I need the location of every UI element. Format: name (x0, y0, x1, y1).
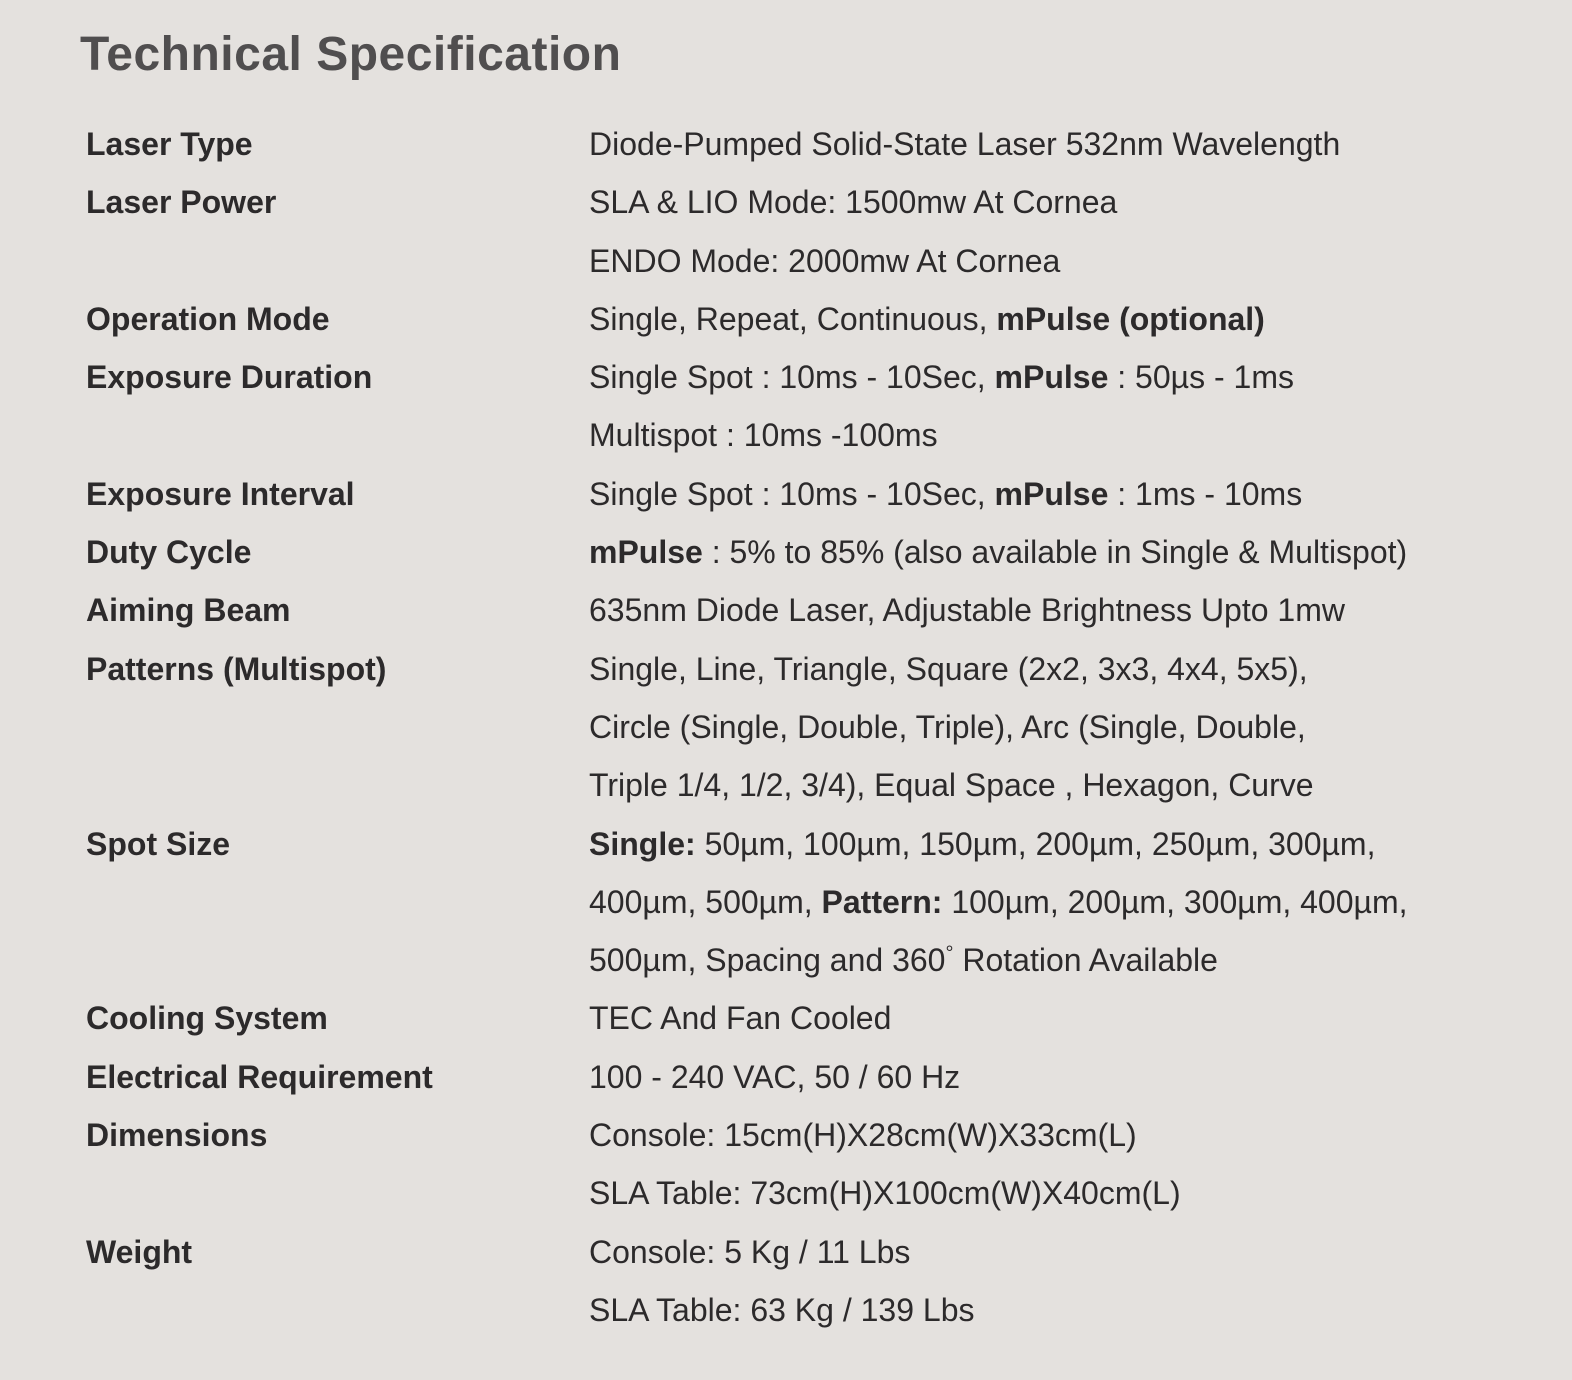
spec-label: Weight (86, 1233, 193, 1270)
spec-label: Exposure Duration (86, 359, 373, 396)
spec-value-text: 100µm, 200µm, 300µm, 400µm, (942, 883, 1408, 920)
spec-label: Duty Cycle (86, 534, 252, 571)
spec-value-text: 100 - 240 VAC, 50 / 60 Hz (589, 1058, 961, 1095)
spec-label: Operation Mode (86, 300, 330, 337)
degree-symbol: ° (945, 942, 954, 965)
spec-value-line (589, 581, 1516, 639)
spec-label: Cooling System (86, 1000, 328, 1037)
spec-label: Laser Type (86, 126, 253, 162)
spec-row (86, 1048, 1516, 1106)
spec-value-line (589, 115, 1516, 173)
spec-row (86, 1106, 1516, 1223)
spec-value-line (589, 698, 1516, 756)
spec-row (86, 1223, 1516, 1340)
spec-row (86, 815, 1516, 990)
spec-label: Laser Power (86, 184, 277, 221)
spec-value-line (589, 1223, 1516, 1281)
spec-value (589, 815, 1516, 990)
spec-label: Exposure Interval (86, 475, 355, 512)
spec-value-emphasis: mPulse (994, 359, 1109, 396)
spec-label: Patterns (Multispot) (86, 650, 387, 687)
page-title: Technical Specification (80, 28, 622, 81)
spec-label: Spot Size (86, 825, 231, 862)
spec-value-text: Single, Repeat, Continuous, (589, 300, 997, 337)
spec-value-text: 400µm, 500µm, (589, 883, 822, 920)
spec-value-line (589, 348, 1516, 406)
spec-label: Electrical Requirement (86, 1058, 433, 1095)
spec-value (589, 1223, 1516, 1340)
spec-value (589, 523, 1516, 581)
spec-value (589, 1048, 1516, 1106)
spec-value-emphasis: Pattern: (821, 883, 943, 920)
spec-value-text: Rotation Available (953, 942, 1218, 979)
spec-value-line (589, 1106, 1516, 1164)
spec-value-line (589, 406, 1516, 464)
spec-row (86, 581, 1516, 639)
spec-label: Aiming Beam (86, 592, 291, 629)
spec-value-emphasis: mPulse (589, 534, 703, 571)
spec-value (589, 989, 1516, 1047)
spec-value-text: : 50µs - 1ms (1108, 359, 1294, 396)
spec-value-text: SLA & LIO Mode: 1500mw At Cornea (589, 184, 1118, 221)
spec-value-text: 50µm, 100µm, 150µm, 200µm, 250µm, 300µm, (695, 825, 1376, 862)
spec-value-text: : 1ms - 10ms (1108, 475, 1303, 512)
spec-value-text: 635nm Diode Laser, Adjustable Brightness Upto 1mw (589, 592, 1345, 629)
spec-value (589, 290, 1516, 348)
spec-row (86, 290, 1516, 348)
spec-row (86, 640, 1516, 815)
spec-value-text: SLA Table: 63 Kg / 139 Lbs (589, 1291, 975, 1328)
spec-value-text: 500µm, Spacing and 360 (589, 942, 946, 979)
spec-value (589, 1106, 1516, 1223)
spec-value-text: SLA Table: 73cm(H)X100cm(W)X40cm(L) (589, 1175, 1181, 1212)
spec-value-text: Single Spot : 10ms - 10Sec, (589, 359, 995, 396)
spec-table (86, 115, 1516, 1339)
spec-value (589, 640, 1516, 815)
spec-value-line (589, 173, 1516, 231)
spec-value-text: Single, Line, Triangle, Square (2x2, 3x3, 4x4, 5x5), (589, 650, 1308, 687)
spec-value-text: ENDO Mode: 2000mw At Cornea (589, 242, 1061, 279)
spec-value (589, 465, 1516, 523)
spec-value-text: Single Spot : 10ms - 10Sec, (589, 475, 995, 512)
spec-value-text: Console: 5 Kg / 11 Lbs (589, 1233, 911, 1270)
spec-value-line (589, 1048, 1516, 1106)
spec-value-line (589, 290, 1516, 348)
spec-value-line (589, 1281, 1516, 1339)
spec-row (86, 115, 1516, 173)
spec-value-emphasis: Single: (589, 825, 696, 862)
spec-value-text: Console: 15cm(H)X28cm(W)X33cm(L) (589, 1117, 1137, 1154)
spec-label: Dimensions (86, 1117, 268, 1154)
spec-value-line (589, 873, 1516, 931)
spec-row (86, 989, 1516, 1047)
spec-value (589, 115, 1516, 173)
spec-value-text: : 5% to 85% (also available in Single & Multispot) (702, 534, 1408, 571)
spec-value-text: Circle (Single, Double, Triple), Arc (Single, Double, (589, 708, 1306, 745)
spec-value-text: Multispot : 10ms -100ms (589, 417, 938, 454)
spec-row (86, 523, 1516, 581)
spec-value-line (589, 815, 1516, 873)
spec-row (86, 173, 1516, 290)
spec-value-line (589, 756, 1516, 814)
spec-value (589, 348, 1516, 465)
spec-value-line (589, 523, 1516, 581)
spec-value-line (589, 931, 1516, 989)
spec-value-line (589, 640, 1516, 698)
spec-value-emphasis: mPulse (994, 475, 1109, 512)
spec-value-text: TEC And Fan Cooled (589, 1000, 892, 1037)
spec-value-line (589, 1164, 1516, 1222)
spec-value-line (589, 989, 1516, 1047)
spec-value-line (589, 465, 1516, 523)
spec-value-line (589, 232, 1516, 290)
spec-value (589, 581, 1516, 639)
spec-row (86, 348, 1516, 465)
spec-value-emphasis: mPulse (optional) (996, 300, 1265, 337)
spec-row (86, 465, 1516, 523)
spec-value-text: Diode-Pumped Solid-State Laser 532nm Wavelength (589, 126, 1341, 162)
spec-value-text: Triple 1/4, 1/2, 3/4), Equal Space , Hexagon, Curve (589, 767, 1314, 804)
spec-value (589, 173, 1516, 290)
